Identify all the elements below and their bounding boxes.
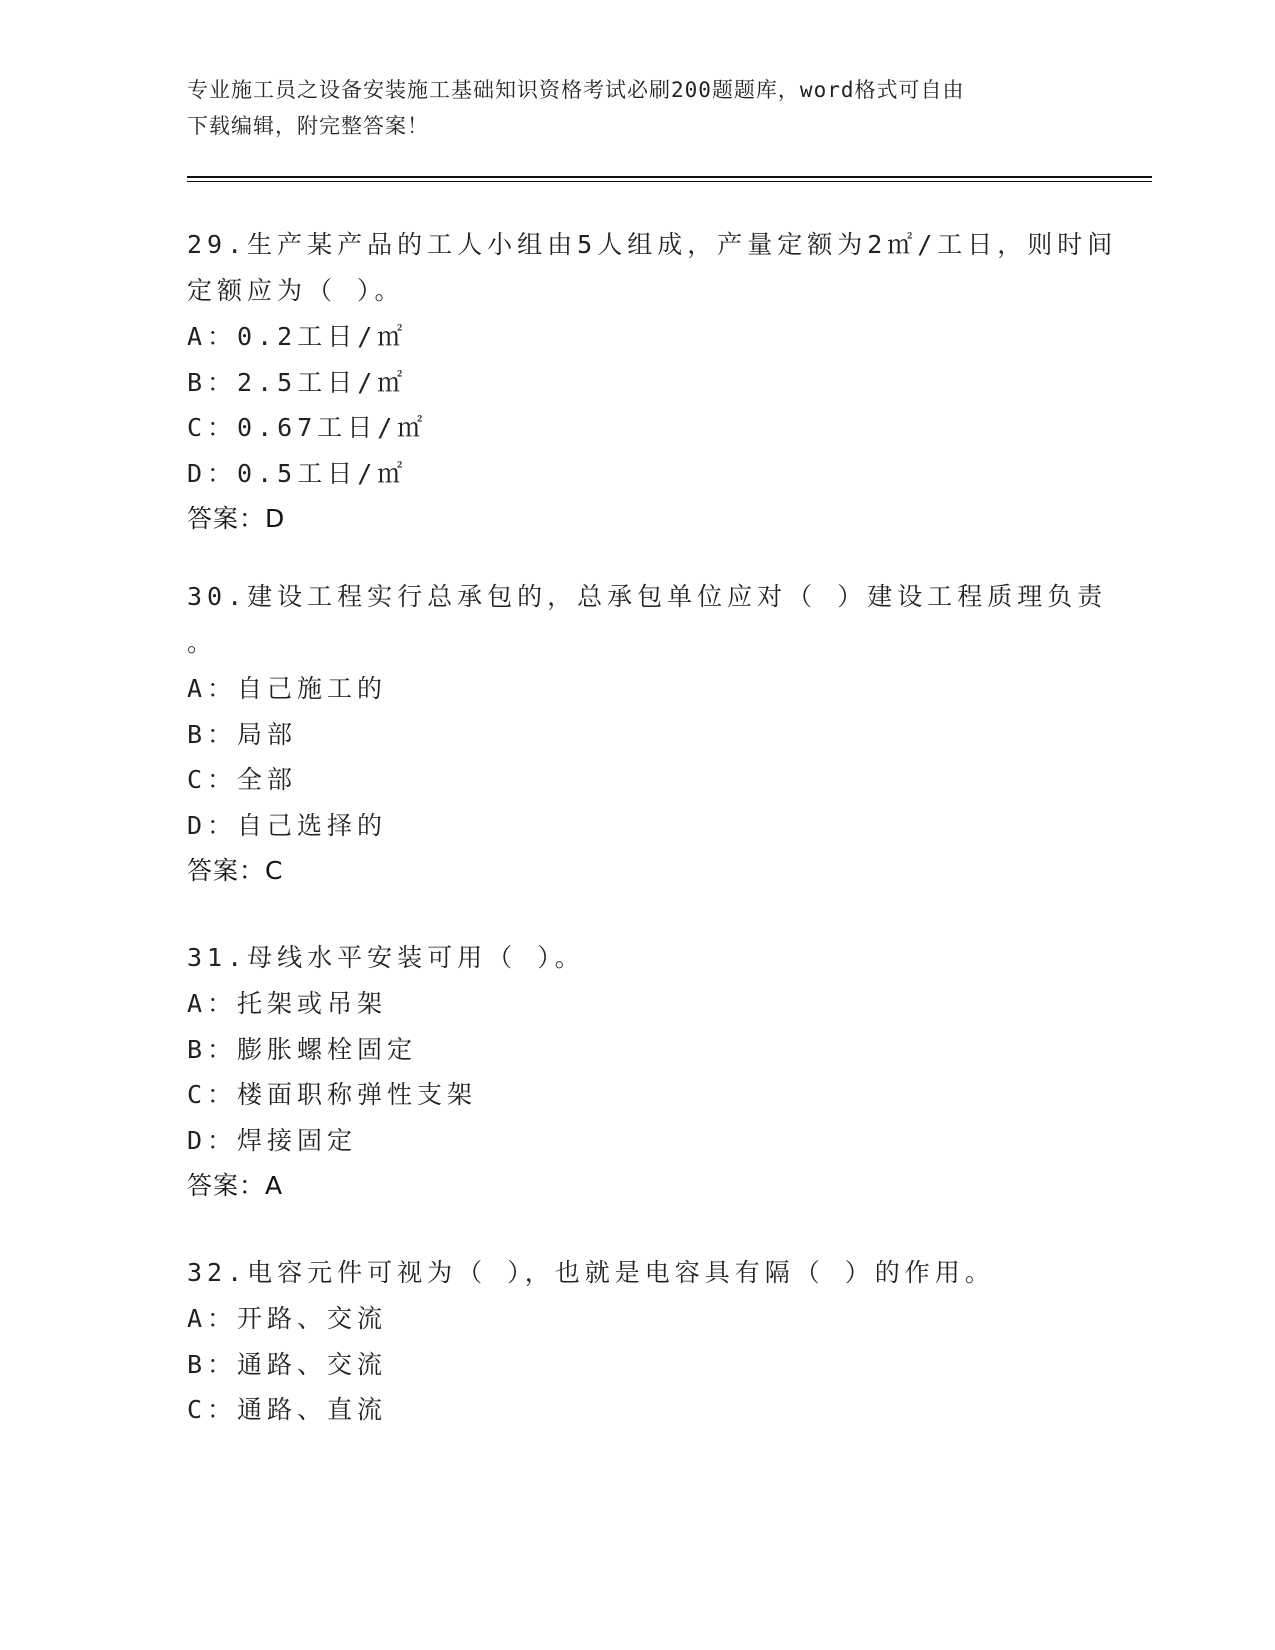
question-text-line: 31.母线水平安装可用（ ）。	[187, 943, 585, 972]
answer: 答案：A	[187, 1171, 284, 1200]
answer: 答案：C	[187, 856, 284, 885]
option-a: A：0.2工日/㎡	[187, 322, 408, 351]
question-text-line: 32.电容元件可视为（ ），也就是电容具有隔（ ）的作用。	[187, 1258, 995, 1287]
option-c: C：全部	[187, 765, 298, 794]
option-a: A：托架或吊架	[187, 989, 388, 1018]
option-b: B：通路、交流	[187, 1349, 388, 1379]
option-a: A：自己施工的	[187, 674, 388, 703]
question-31	[187, 935, 1087, 1209]
document-header	[187, 72, 1087, 144]
option-c: C：0.67工日/㎡	[187, 413, 428, 442]
question-text-line: 30.建设工程实行总承包的，总承包单位应对（ ）建设工程质理负责	[187, 582, 1108, 611]
header-line-2: 下载编辑，附完整答案！	[187, 114, 429, 138]
answer: 答案：D	[187, 504, 286, 533]
header-divider-thin	[187, 181, 1152, 182]
question-29	[187, 222, 1118, 542]
option-c: C：通路、直流	[187, 1395, 388, 1424]
option-d: D：自己选择的	[187, 810, 388, 840]
option-a: A：开路、交流	[187, 1304, 388, 1333]
question-32	[187, 1250, 1087, 1433]
option-d: D：焊接固定	[187, 1125, 358, 1155]
question-text-line: 。	[187, 628, 218, 657]
header-line-1: 专业施工员之设备安装施工基础知识资格考试必刷200题题库，word格式可自由	[187, 78, 965, 102]
question-text-line: 定额应为（ ）。	[187, 276, 405, 305]
option-b: B：局部	[187, 719, 298, 749]
option-c: C：楼面职称弹性支架	[187, 1080, 478, 1109]
question-30	[187, 574, 1108, 894]
option-b: B：2.5工日/㎡	[187, 367, 408, 397]
header-divider-thick	[187, 176, 1152, 178]
option-d: D：0.5工日/㎡	[187, 458, 408, 488]
option-b: B：膨胀螺栓固定	[187, 1034, 418, 1064]
question-text-line: 29.生产某产品的工人小组由5人组成，产量定额为2㎡/工日，则时间	[187, 230, 1118, 259]
